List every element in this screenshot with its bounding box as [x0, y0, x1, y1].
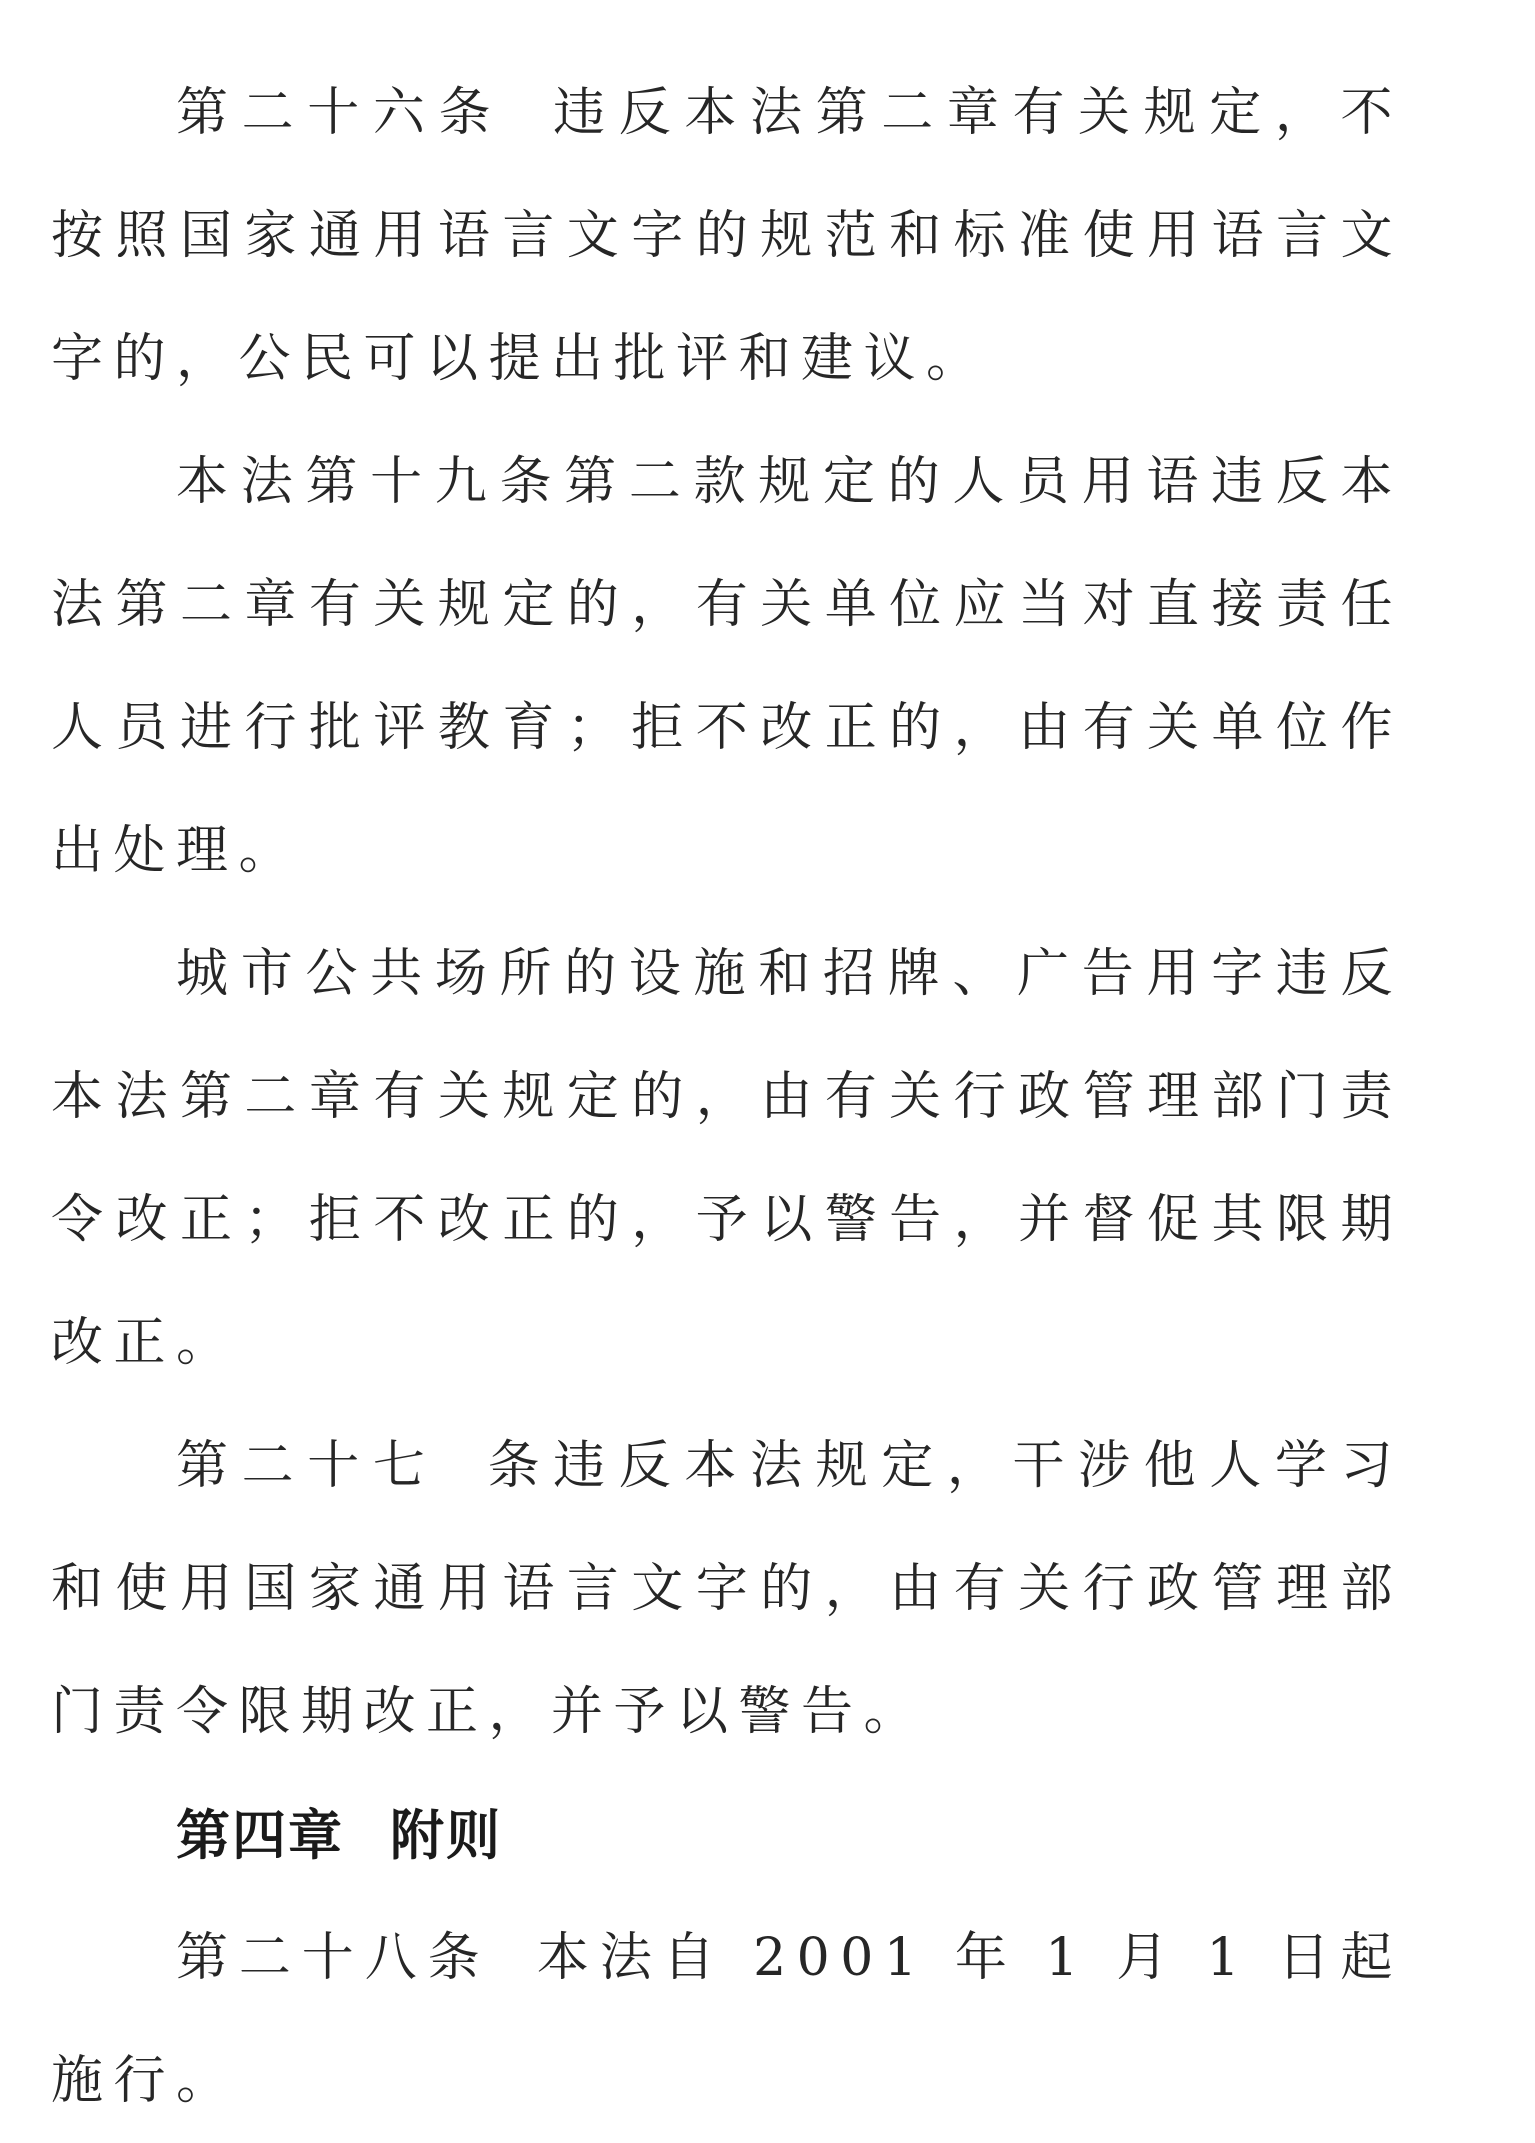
article-text: 城市公共场所的设施和招牌、广告用字违反本法第二章有关规定的，由有关行政管理部门责令改正；拒不改正的，予以警告，并督促其限期改正。: [51, 944, 1403, 1373]
article-text: 本法第十九条第二款规定的人员用语违反本法第二章有关规定的，有关单位应当对直接责任人员进行批评教育；拒不改正的，由有关单位作出处理。: [51, 452, 1403, 881]
article-number: 第二十七: [176, 1436, 439, 1496]
article-26-paragraph-3: [51, 913, 1403, 1405]
document-page: [51, 52, 1403, 2143]
article-number: 第二十八条: [176, 1928, 491, 1988]
article-26-paragraph: [51, 52, 1403, 421]
article-26-paragraph-2: [51, 421, 1403, 913]
article-number: 第二十六条: [176, 83, 505, 143]
chapter-number: 第四章: [176, 1804, 344, 1867]
article-text: 本法自 2001 年 1 月 1 日起施行。: [51, 1928, 1403, 2111]
chapter-heading: [51, 1774, 1403, 1897]
chapter-title: 附则: [390, 1804, 502, 1867]
article-text: 违反本法第二章有关规定，不按照国家通用语言文字的规范和标准使用语言文字的，公民可以提出批评和建议。: [51, 83, 1403, 389]
article-text: 条违反本法规定，干涉他人学习和使用国家通用语言文字的，由有关行政管理部门责令限期改正，并予以警告。: [51, 1436, 1403, 1742]
article-27-paragraph: [51, 1405, 1403, 1774]
article-28-paragraph: [51, 1897, 1403, 2143]
